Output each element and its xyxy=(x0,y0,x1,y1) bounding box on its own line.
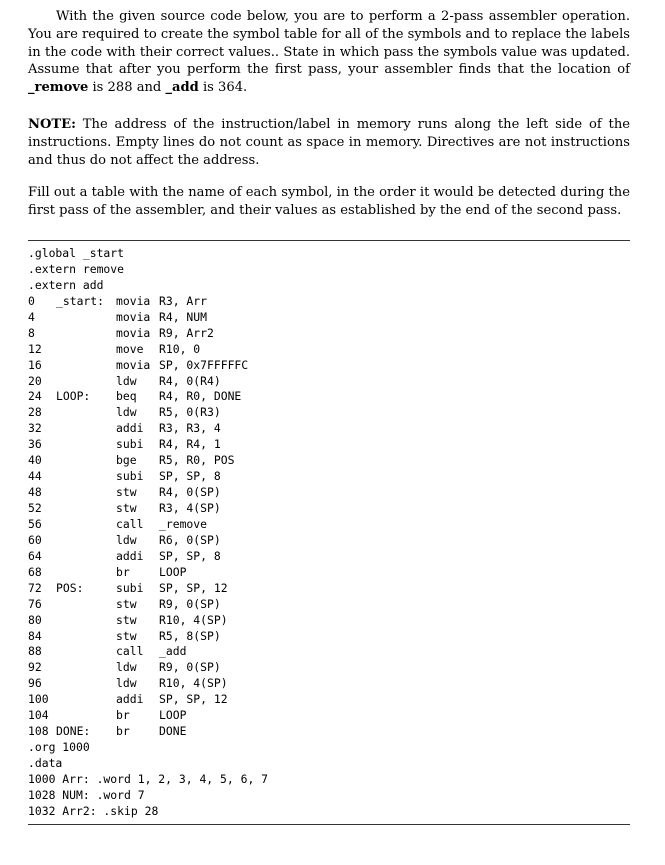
line-operands: SP, SP, 8 xyxy=(159,548,221,563)
line-label: _start: xyxy=(56,293,105,308)
line-address: 24 xyxy=(28,389,42,404)
line-opcode: ldw xyxy=(116,532,137,547)
line-operands: LOOP xyxy=(159,708,187,723)
line-address: 44 xyxy=(28,469,42,484)
line-address: 88 xyxy=(28,644,42,659)
line-address: 92 xyxy=(28,660,42,675)
line-operands: R5, 0(R3) xyxy=(159,405,221,420)
line-address: 0 xyxy=(28,293,35,308)
line-operands: SP, SP, 12 xyxy=(159,580,228,595)
instruction-text: Fill out a table with the name of each symbol, in the order it would be detected during the first pass of the assembler, and their values as established by the end of the second pass. xyxy=(28,185,630,218)
directive-text: .global _start xyxy=(28,246,125,260)
line-opcode: movia xyxy=(116,309,151,324)
line-address: 108 xyxy=(28,724,49,739)
line-opcode: ldw xyxy=(116,405,137,420)
line-opcode: br xyxy=(116,724,130,739)
intro-text-part2: is 288 and xyxy=(88,80,166,96)
directive-text: .extern add xyxy=(28,277,104,292)
line-address: 64 xyxy=(28,548,42,563)
line-address: 48 xyxy=(28,485,42,500)
line-operands: R6, 0(SP) xyxy=(159,532,221,547)
line-operands: _remove xyxy=(159,516,208,531)
line-address: 80 xyxy=(28,612,42,627)
symbol-add: _add xyxy=(165,80,199,96)
line-opcode: ldw xyxy=(116,373,137,388)
note-text: The address of the instruction/label in memory runs along the left side of the instructions. Empty lines do not count as space in memory. Directives are not instructions and thus do not affect the address. xyxy=(28,117,630,168)
line-address: 56 xyxy=(28,516,42,531)
line-opcode: addi xyxy=(116,692,144,707)
line-opcode: addi xyxy=(116,548,144,563)
line-operands: SP, 0x7FFFFFC xyxy=(159,357,249,372)
code-top-rule xyxy=(28,240,630,241)
line-opcode: subi xyxy=(116,437,144,452)
line-operands: SP, SP, 12 xyxy=(159,692,228,707)
line-operands: SP, SP, 8 xyxy=(159,469,221,484)
data-text: 1000 Arr: .word 1, 2, 3, 4, 5, 6, 7 xyxy=(28,771,269,786)
line-opcode: call xyxy=(116,516,144,531)
line-opcode: br xyxy=(116,564,130,579)
line-operands: R10, 4(SP) xyxy=(159,612,228,627)
line-opcode: stw xyxy=(116,485,137,500)
data-text: .data xyxy=(28,756,63,770)
line-address: 32 xyxy=(28,421,42,436)
line-address: 96 xyxy=(28,676,42,691)
line-operands: R9, 0(SP) xyxy=(159,596,221,611)
line-address: 68 xyxy=(28,564,42,579)
line-opcode: stw xyxy=(116,628,137,643)
line-operands: R9, 0(SP) xyxy=(159,660,221,675)
line-operands: R3, Arr xyxy=(159,293,208,308)
directive-text: .extern remove xyxy=(28,261,125,276)
line-opcode: ldw xyxy=(116,676,137,691)
line-address: 40 xyxy=(28,453,42,468)
line-opcode: movia xyxy=(116,293,151,308)
line-operands: R3, 4(SP) xyxy=(159,501,221,515)
line-opcode: movia xyxy=(116,357,151,372)
symbol-remove: _remove xyxy=(28,80,89,96)
line-address: 84 xyxy=(28,628,42,643)
line-opcode: stw xyxy=(116,596,137,611)
line-operands: R10, 4(SP) xyxy=(159,676,228,691)
line-operands: DONE xyxy=(159,724,187,739)
line-label: DONE: xyxy=(56,724,91,739)
line-operands: R4, 0(R4) xyxy=(159,373,221,388)
line-operands: R4, R4, 1 xyxy=(159,437,221,452)
line-address: 12 xyxy=(28,341,42,356)
line-operands: R4, NUM xyxy=(159,309,208,324)
data-text: 1028 NUM: .word 7 xyxy=(28,787,145,802)
line-address: 28 xyxy=(28,405,42,420)
line-operands: LOOP xyxy=(159,564,187,579)
data-text: 1032 Arr2: .skip 28 xyxy=(28,803,159,818)
line-address: 16 xyxy=(28,357,42,372)
line-opcode: subi xyxy=(116,469,144,484)
line-address: 4 xyxy=(28,309,35,324)
line-label: POS: xyxy=(56,580,84,595)
line-opcode: call xyxy=(116,644,144,659)
code-bottom-rule xyxy=(28,824,630,825)
line-opcode: move xyxy=(116,341,144,356)
line-opcode: bge xyxy=(116,453,137,468)
intro-paragraph xyxy=(28,8,630,97)
instruction-paragraph xyxy=(28,184,630,220)
line-opcode: stw xyxy=(116,612,137,627)
line-address: 100 xyxy=(28,692,49,707)
line-opcode: ldw xyxy=(116,660,137,675)
line-address: 76 xyxy=(28,596,42,611)
line-opcode: addi xyxy=(116,421,144,436)
line-opcode: stw xyxy=(116,501,137,515)
line-address: 36 xyxy=(28,437,42,452)
note-paragraph xyxy=(28,116,630,169)
line-address: 72 xyxy=(28,580,42,595)
data-text: .org 1000 xyxy=(28,740,90,755)
line-operands: _add xyxy=(159,644,187,659)
line-opcode: movia xyxy=(116,325,151,340)
line-operands: R10, 0 xyxy=(159,341,201,356)
intro-text-part1: With the given source code below, you are to perform a 2-pass assembler operation. You are required to create the symbol table for all of the symbols and to replace the labels in the code with their correct values.. State in which pass the symbols value was updated. Assume that after you perform the first pass, your assembler finds that the location of xyxy=(28,9,630,78)
intro-text-part3: is 364. xyxy=(198,80,248,96)
line-opcode: subi xyxy=(116,580,144,595)
line-operands: R5, 8(SP) xyxy=(159,628,221,643)
line-operands: R4, R0, DONE xyxy=(159,389,242,404)
line-address: 20 xyxy=(28,373,42,388)
line-address: 104 xyxy=(28,708,49,723)
line-operands: R9, Arr2 xyxy=(159,325,214,340)
line-address: 60 xyxy=(28,532,42,547)
line-label: LOOP: xyxy=(56,389,91,404)
line-address: 8 xyxy=(28,325,35,340)
line-operands: R3, R3, 4 xyxy=(159,421,221,436)
line-address: 52 xyxy=(28,501,42,515)
note-label: NOTE: xyxy=(28,117,76,132)
line-opcode: beq xyxy=(116,389,137,404)
line-operands: R4, 0(SP) xyxy=(159,485,221,500)
line-operands: R5, R0, POS xyxy=(159,453,235,468)
line-opcode: br xyxy=(116,708,130,723)
